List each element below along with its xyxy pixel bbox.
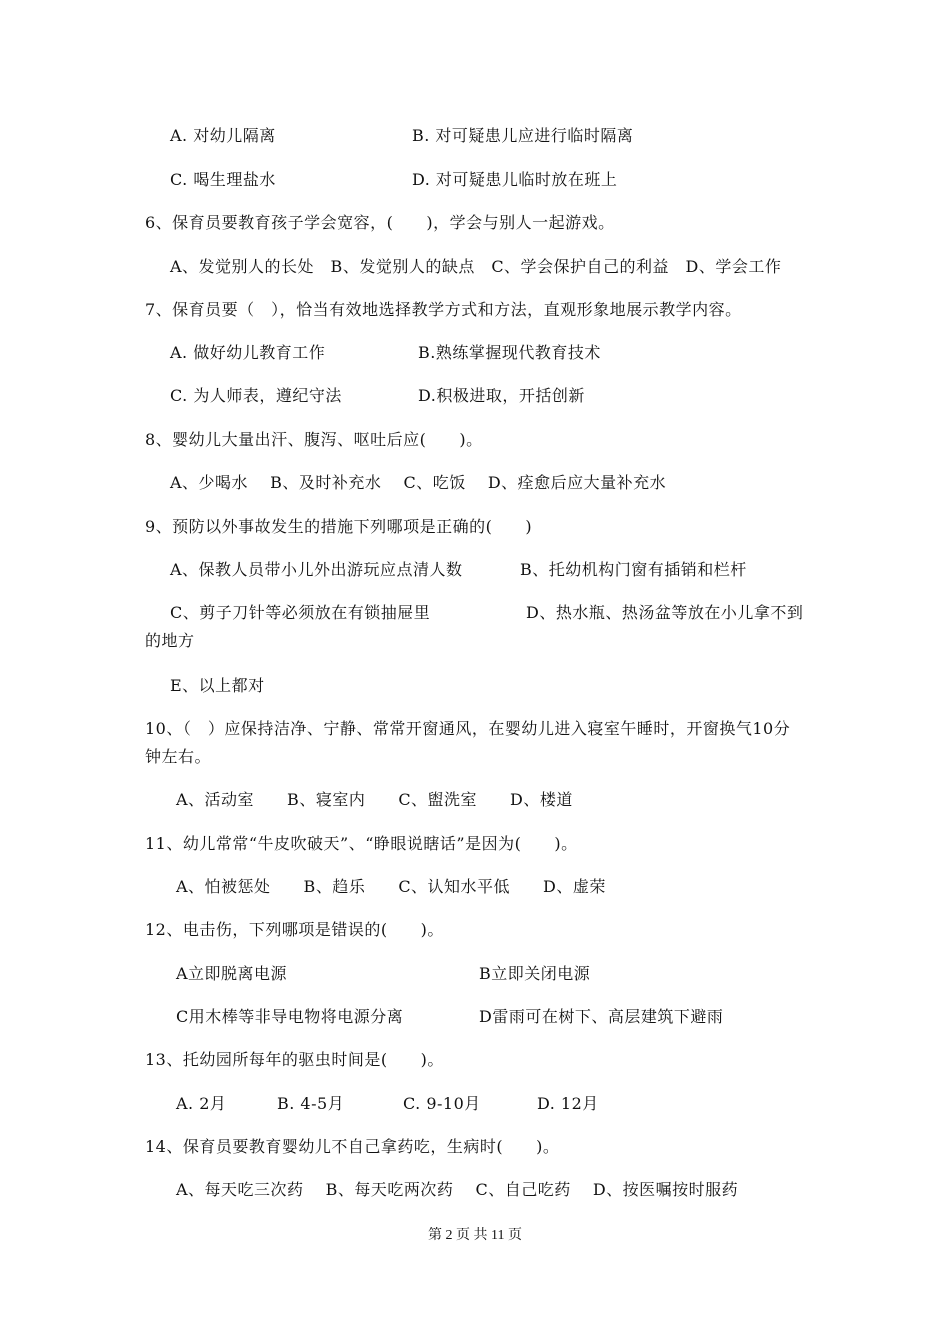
q7-option-b: B.熟练掌握现代教育技术 (418, 343, 601, 362)
q11-options: A、怕被惩处 B、趋乐 C、认知水平低 D、虚荣 (176, 877, 606, 896)
q6-options: A、发觉别人的长处 B、发觉别人的缺点 C、学会保护自己的利益 D、学会工作 (170, 257, 782, 276)
q12-option-a: A立即脱离电源 (176, 964, 288, 983)
q8-options: A、少喝水 B、及时补充水 C、吃饭 D、痊愈后应大量补充水 (170, 473, 667, 492)
q9-option-d-continued: 的地方 (145, 631, 195, 650)
q9-option-e: E、以上都对 (170, 676, 265, 695)
q12-option-c: C用木棒等非导电物将电源分离 (176, 1007, 404, 1026)
q14-stem: 14、保育员要教育婴幼儿不自己拿药吃，生病时( )。 (145, 1137, 560, 1156)
page-footer: 第 2 页 共 11 页 (428, 1228, 522, 1243)
q12-stem: 12、电击伤，下列哪项是错误的( )。 (145, 920, 444, 939)
q13-stem: 13、托幼园所每年的驱虫时间是( )。 (145, 1050, 444, 1069)
q10-stem: 10、（ ）应保持洁净、宁静、常常开窗通风，在婴幼儿进入寝室午睡时，开窗换气10分 (145, 719, 791, 738)
q5-option-c: C. 喝生理盐水 (170, 170, 276, 189)
q9-option-a: A、保教人员带小儿外出游玩应点清人数 (170, 560, 463, 579)
q9-stem: 9、预防以外事故发生的措施下列哪项是正确的( ) (145, 517, 533, 536)
q7-stem: 7、保育员要（ ），恰当有效地选择教学方式和方法，直观形象地展示教学内容。 (145, 300, 742, 319)
q9-option-c: C、剪子刀针等必须放在有锁抽屉里 (170, 603, 431, 622)
q7-option-a: A. 做好幼儿教育工作 (170, 343, 326, 362)
q9-option-b: B、托幼机构门窗有插销和栏杆 (520, 560, 747, 579)
q7-option-d: D.积极进取，开括创新 (418, 386, 585, 405)
q11-stem: 11、幼儿常常“牛皮吹破天”、“睁眼说瞎话”是因为( )。 (145, 834, 578, 853)
q10-stem-continued: 钟左右。 (145, 747, 212, 766)
q12-option-b: B立即关闭电源 (479, 964, 591, 983)
q6-stem: 6、保育员要教育孩子学会宽容，( )，学会与别人一起游戏。 (145, 213, 615, 232)
q9-option-d: D、热水瓶、热汤盆等放在小儿拿不到 (526, 603, 804, 622)
q7-option-c: C. 为人师表，遵纪守法 (170, 386, 342, 405)
q13-option-c: C. 9-10月 (403, 1094, 481, 1113)
q13-option-b: B. 4-5月 (277, 1094, 345, 1113)
q5-option-b: B. 对可疑患儿应进行临时隔离 (412, 126, 634, 145)
q12-option-d: D雷雨可在树下、高层建筑下避雨 (479, 1007, 724, 1026)
q13-option-d: D. 12月 (537, 1094, 599, 1113)
q5-option-a: A. 对幼儿隔离 (170, 126, 276, 145)
q13-option-a: A. 2月 (176, 1094, 227, 1113)
q8-stem: 8、婴幼儿大量出汗、腹泻、呕吐后应( )。 (145, 430, 483, 449)
q5-option-d: D. 对可疑患儿临时放在班上 (412, 170, 618, 189)
q14-options: A、每天吃三次药 B、每天吃两次药 C、自己吃药 D、按医嘱按时服药 (176, 1180, 739, 1199)
q10-options: A、活动室 B、寝室内 C、盥洗室 D、楼道 (176, 790, 573, 809)
